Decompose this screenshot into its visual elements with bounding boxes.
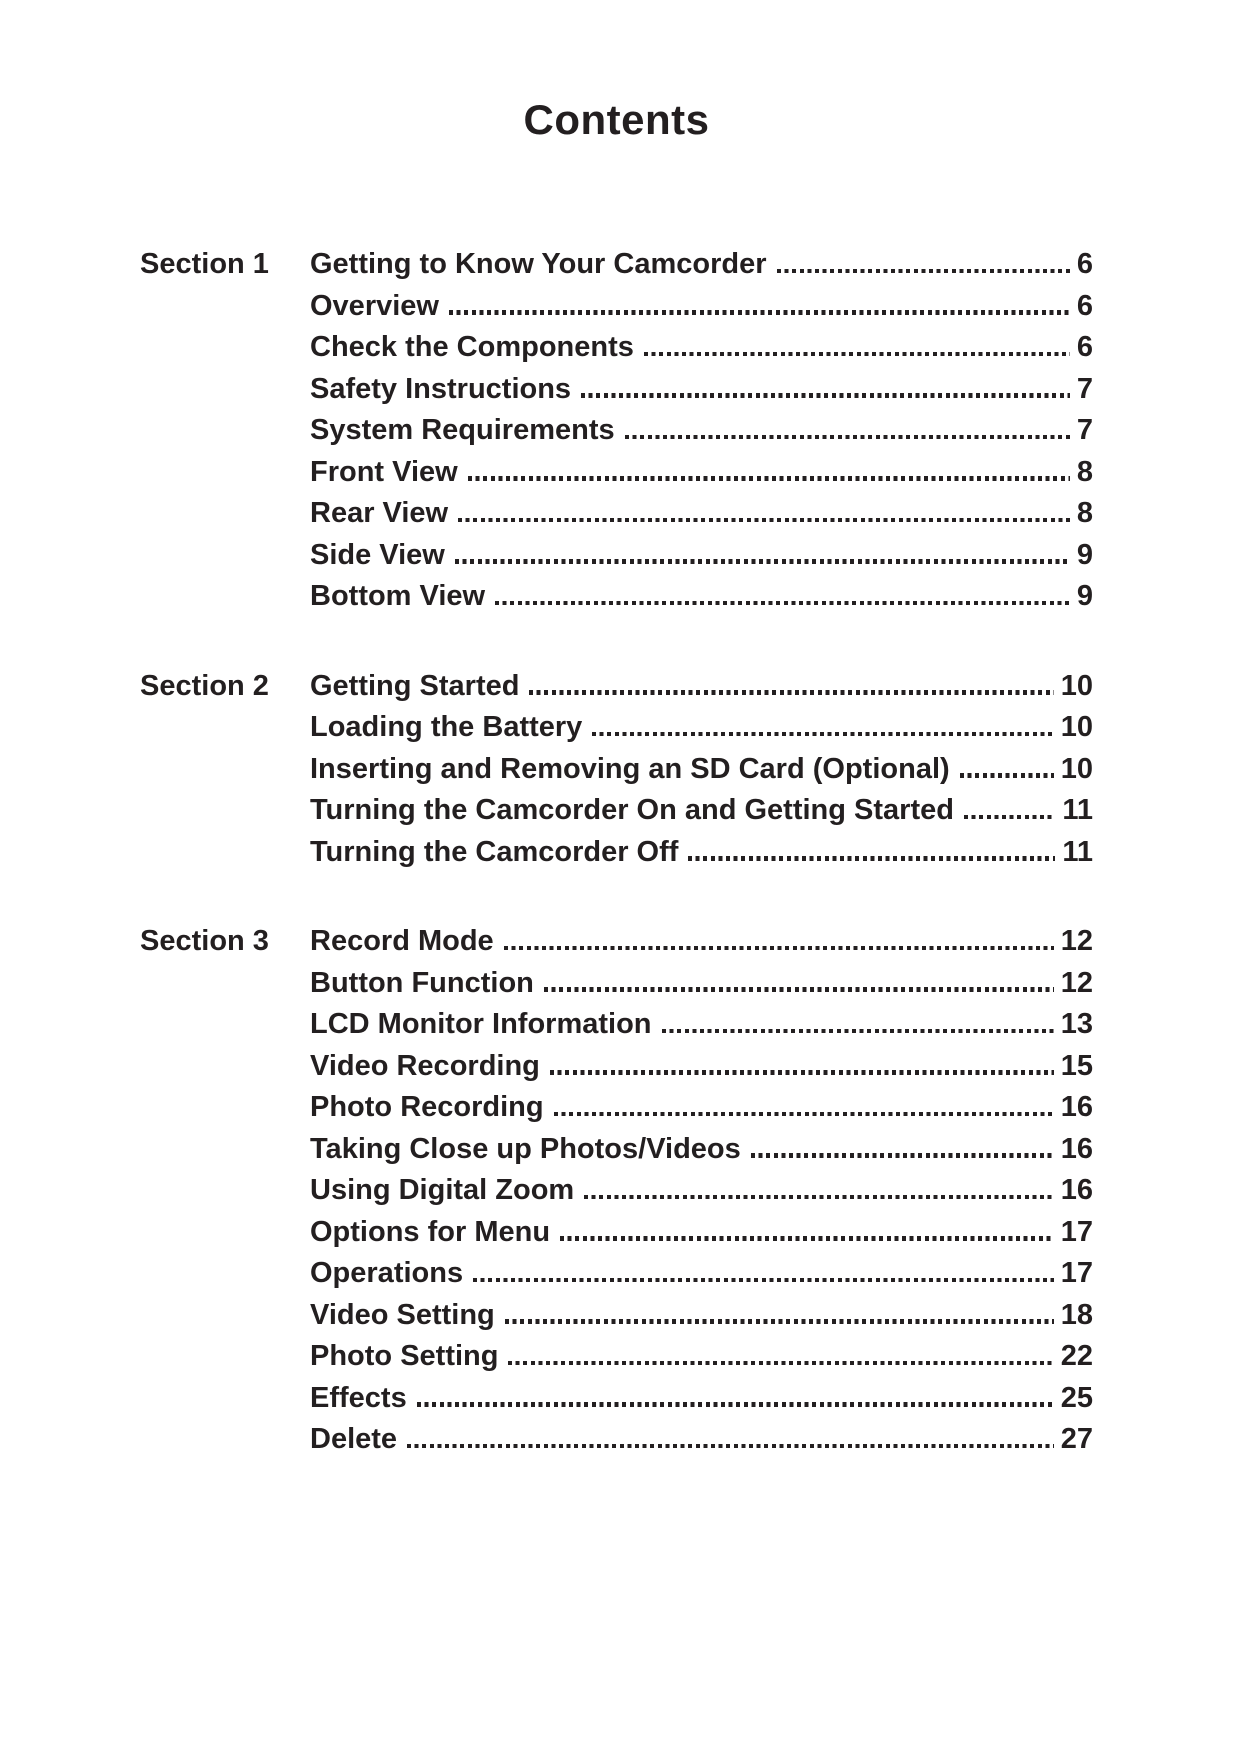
toc-entry — [310, 1253, 1093, 1295]
toc-entry — [310, 369, 1093, 411]
toc-row — [140, 369, 1093, 411]
toc-row — [140, 493, 1093, 535]
toc-page-number: 16 — [1060, 1091, 1093, 1123]
toc-entry-title: Getting Started — [310, 669, 520, 702]
toc-page-number: 25 — [1060, 1381, 1093, 1414]
dot-leader — [777, 269, 1070, 274]
toc-row — [140, 1419, 1093, 1461]
toc-entry-title: Effects — [310, 1381, 407, 1414]
dot-leader — [504, 946, 1054, 951]
toc-entry-title: Button Function — [310, 966, 534, 999]
toc-row — [140, 452, 1093, 494]
toc-entry-title: Check the Components — [310, 331, 634, 363]
toc-page-number: 11 — [1062, 835, 1093, 868]
dot-leader — [505, 1319, 1054, 1324]
toc-entry-title: Overview — [310, 289, 439, 322]
dot-leader — [592, 732, 1053, 737]
toc-page-number: 16 — [1060, 1174, 1093, 1206]
toc-page-number: 27 — [1060, 1423, 1093, 1455]
toc-entry — [310, 707, 1093, 749]
toc-entry — [310, 286, 1093, 328]
toc-section-3 — [140, 921, 1093, 1461]
toc-row — [140, 707, 1093, 749]
toc-entry-title: Operations — [310, 1257, 464, 1289]
toc-page-number: 9 — [1076, 538, 1093, 571]
toc-page-number: 15 — [1060, 1049, 1093, 1082]
toc-row — [140, 790, 1093, 832]
dot-leader — [468, 476, 1070, 481]
toc-entry-title: Record Mode — [310, 925, 494, 957]
toc-entry — [310, 535, 1093, 577]
toc-row — [140, 1046, 1093, 1088]
dot-leader — [554, 1112, 1054, 1117]
toc-entry-title: Delete — [310, 1423, 398, 1455]
toc-page-number: 9 — [1076, 580, 1093, 612]
dot-leader — [644, 352, 1070, 357]
toc-entry — [310, 749, 1093, 791]
toc-page-number: 18 — [1060, 1298, 1093, 1331]
toc-page-number: 13 — [1060, 1008, 1093, 1040]
page-title: Contents — [523, 96, 710, 143]
toc-entry — [310, 452, 1093, 494]
section-label: Section 2 — [140, 669, 269, 702]
toc-entry-title: Inserting and Removing an SD Card (Optional) — [310, 752, 950, 785]
toc — [140, 244, 1093, 1461]
dot-leader — [625, 435, 1070, 440]
toc-row — [140, 535, 1093, 577]
toc-row — [140, 1253, 1093, 1295]
toc-row — [140, 576, 1093, 618]
toc-entry — [310, 1212, 1093, 1254]
toc-entry — [310, 1336, 1093, 1378]
toc-entry-title: Taking Close up Photos/Videos — [310, 1132, 741, 1165]
dot-leader — [550, 1070, 1054, 1075]
dot-leader — [449, 310, 1070, 315]
dot-leader — [417, 1402, 1054, 1407]
toc-entry-title: Photo Setting — [310, 1340, 499, 1372]
dot-leader — [581, 393, 1070, 398]
toc-entry — [310, 576, 1093, 618]
toc-page-number: 17 — [1060, 1215, 1093, 1248]
toc-row — [140, 1087, 1093, 1129]
toc-entry-title: Options for Menu — [310, 1215, 551, 1248]
dot-leader — [544, 987, 1054, 992]
toc-page-number: 7 — [1076, 414, 1093, 446]
toc-page-number: 6 — [1076, 248, 1093, 280]
dot-leader — [407, 1444, 1054, 1449]
toc-entry-title: Getting to Know Your Camcorder — [310, 248, 767, 280]
toc-page-number: 16 — [1060, 1132, 1093, 1165]
toc-entry — [310, 1087, 1093, 1129]
toc-row — [140, 410, 1093, 452]
toc-entry — [310, 1004, 1093, 1046]
toc-page-number: 6 — [1076, 331, 1093, 363]
dot-leader — [688, 856, 1055, 861]
dot-leader — [529, 690, 1053, 695]
dot-leader — [473, 1278, 1054, 1283]
toc-section-1 — [140, 244, 1093, 618]
toc-entry — [310, 244, 1093, 286]
toc-entry — [310, 921, 1093, 963]
dot-leader — [584, 1195, 1054, 1200]
toc-row — [140, 1170, 1093, 1212]
section-label: Section 1 — [140, 248, 269, 280]
toc-entry-title: Using Digital Zoom — [310, 1174, 575, 1206]
toc-entry — [310, 1129, 1093, 1171]
toc-page-number: 12 — [1060, 925, 1093, 957]
dot-leader — [751, 1153, 1054, 1158]
toc-row — [140, 666, 1093, 708]
toc-entry-title: Turning the Camcorder On and Getting Started — [310, 794, 954, 826]
toc-entry — [310, 1378, 1093, 1420]
toc-row — [140, 1295, 1093, 1337]
toc-entry-title: Photo Recording — [310, 1091, 544, 1123]
section-label: Section 3 — [140, 925, 269, 957]
toc-page-number: 12 — [1060, 966, 1093, 999]
toc-row — [140, 1129, 1093, 1171]
toc-entry — [310, 1295, 1093, 1337]
toc-entry-title: Rear View — [310, 497, 449, 529]
toc-entry — [310, 493, 1093, 535]
toc-entry — [310, 963, 1093, 1005]
toc-entry — [310, 1170, 1093, 1212]
toc-entry-title: Video Recording — [310, 1049, 540, 1082]
dot-leader — [458, 518, 1070, 523]
toc-entry — [310, 832, 1093, 874]
toc-entry — [310, 410, 1093, 452]
toc-page-number: 10 — [1060, 752, 1093, 785]
toc-entry — [310, 1419, 1093, 1461]
toc-page-number: 11 — [1062, 794, 1093, 826]
toc-row — [140, 244, 1093, 286]
toc-section-2 — [140, 666, 1093, 874]
toc-entry — [310, 327, 1093, 369]
toc-row — [140, 1004, 1093, 1046]
toc-row — [140, 1336, 1093, 1378]
toc-page-number: 10 — [1060, 669, 1093, 702]
toc-entry — [310, 1046, 1093, 1088]
toc-entry — [310, 790, 1093, 832]
toc-entry-title: Front View — [310, 455, 458, 488]
toc-row — [140, 832, 1093, 874]
toc-page-number: 8 — [1076, 455, 1093, 488]
toc-page-number: 10 — [1060, 711, 1093, 743]
dot-leader — [455, 559, 1070, 564]
toc-entry — [310, 666, 1093, 708]
dot-leader — [964, 815, 1055, 820]
dot-leader — [960, 773, 1054, 778]
toc-row — [140, 1378, 1093, 1420]
toc-entry-title: Bottom View — [310, 580, 486, 612]
toc-page-number: 17 — [1060, 1257, 1093, 1289]
toc-row — [140, 1212, 1093, 1254]
toc-entry-title: Turning the Camcorder Off — [310, 835, 679, 868]
toc-row — [140, 327, 1093, 369]
toc-entry-title: Loading the Battery — [310, 711, 583, 743]
toc-row — [140, 921, 1093, 963]
toc-entry-title: Side View — [310, 538, 445, 571]
dot-leader — [508, 1361, 1053, 1366]
toc-entry-title: LCD Monitor Information — [310, 1008, 652, 1040]
toc-row — [140, 749, 1093, 791]
toc-page-number: 22 — [1060, 1340, 1093, 1372]
toc-page-number: 6 — [1076, 289, 1093, 322]
toc-row — [140, 286, 1093, 328]
toc-entry-title: Safety Instructions — [310, 372, 572, 405]
dot-leader — [495, 601, 1070, 606]
dot-leader — [560, 1236, 1054, 1241]
toc-page-number: 7 — [1076, 372, 1093, 405]
toc-entry-title: System Requirements — [310, 414, 615, 446]
dot-leader — [662, 1029, 1054, 1034]
toc-entry-title: Video Setting — [310, 1298, 495, 1331]
toc-row — [140, 963, 1093, 1005]
toc-page-number: 8 — [1076, 497, 1093, 529]
